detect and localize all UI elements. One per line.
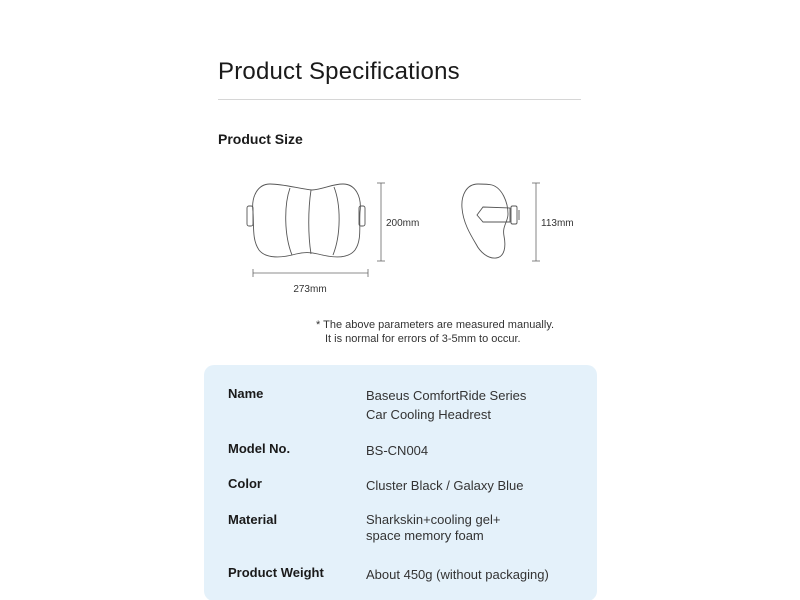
side-view-drawing	[462, 184, 519, 258]
spec-label-weight: Product Weight	[228, 565, 324, 580]
front-height-label: 200mm	[386, 218, 420, 229]
measurement-note	[316, 318, 554, 346]
strap-shape	[477, 207, 510, 222]
spec-value-weight: About 450g (without packaging)	[366, 567, 549, 582]
spec-label-material: Material	[228, 512, 278, 527]
front-width-label: 273mm	[293, 284, 327, 295]
front-height-dimension	[377, 183, 385, 261]
left-knob-shape	[247, 206, 253, 226]
spec-value-name-line1: Baseus ComfortRide Series	[366, 388, 527, 403]
side-outline-shape	[462, 184, 508, 258]
strap-clip-shape	[511, 206, 517, 224]
spec-value-model: BS-CN004	[366, 443, 429, 458]
spec-value-color: Cluster Black / Galaxy Blue	[366, 478, 524, 493]
front-view-drawing	[247, 184, 365, 257]
page-title: Product Specifications	[218, 58, 460, 85]
spec-table	[204, 365, 597, 600]
side-height-label: 113mm	[541, 218, 574, 229]
spec-value-material-line2: space memory foam	[366, 528, 484, 543]
section-title-product-size: Product Size	[218, 131, 303, 147]
spec-label-model: Model No.	[228, 441, 291, 456]
seam-center-shape	[309, 190, 311, 254]
spec-value-material	[366, 512, 586, 544]
measurement-note-line1: * The above parameters are measured manually.	[316, 319, 555, 331]
spec-value-material-line1: Sharkskin+cooling gel+	[366, 512, 501, 527]
headrest-outline-shape	[253, 184, 361, 257]
measurement-note-line2: It is normal for errors of 3-5mm to occur.	[325, 333, 521, 345]
spec-value-name-line2: Car Cooling Headrest	[366, 407, 492, 422]
seam-left-shape	[286, 188, 292, 255]
front-width-dimension	[253, 269, 368, 277]
seam-right-shape	[333, 187, 339, 255]
spec-label-name: Name	[228, 386, 264, 401]
side-height-dimension	[532, 183, 540, 261]
spec-value-name	[366, 386, 586, 424]
spec-label-color: Color	[228, 476, 262, 491]
